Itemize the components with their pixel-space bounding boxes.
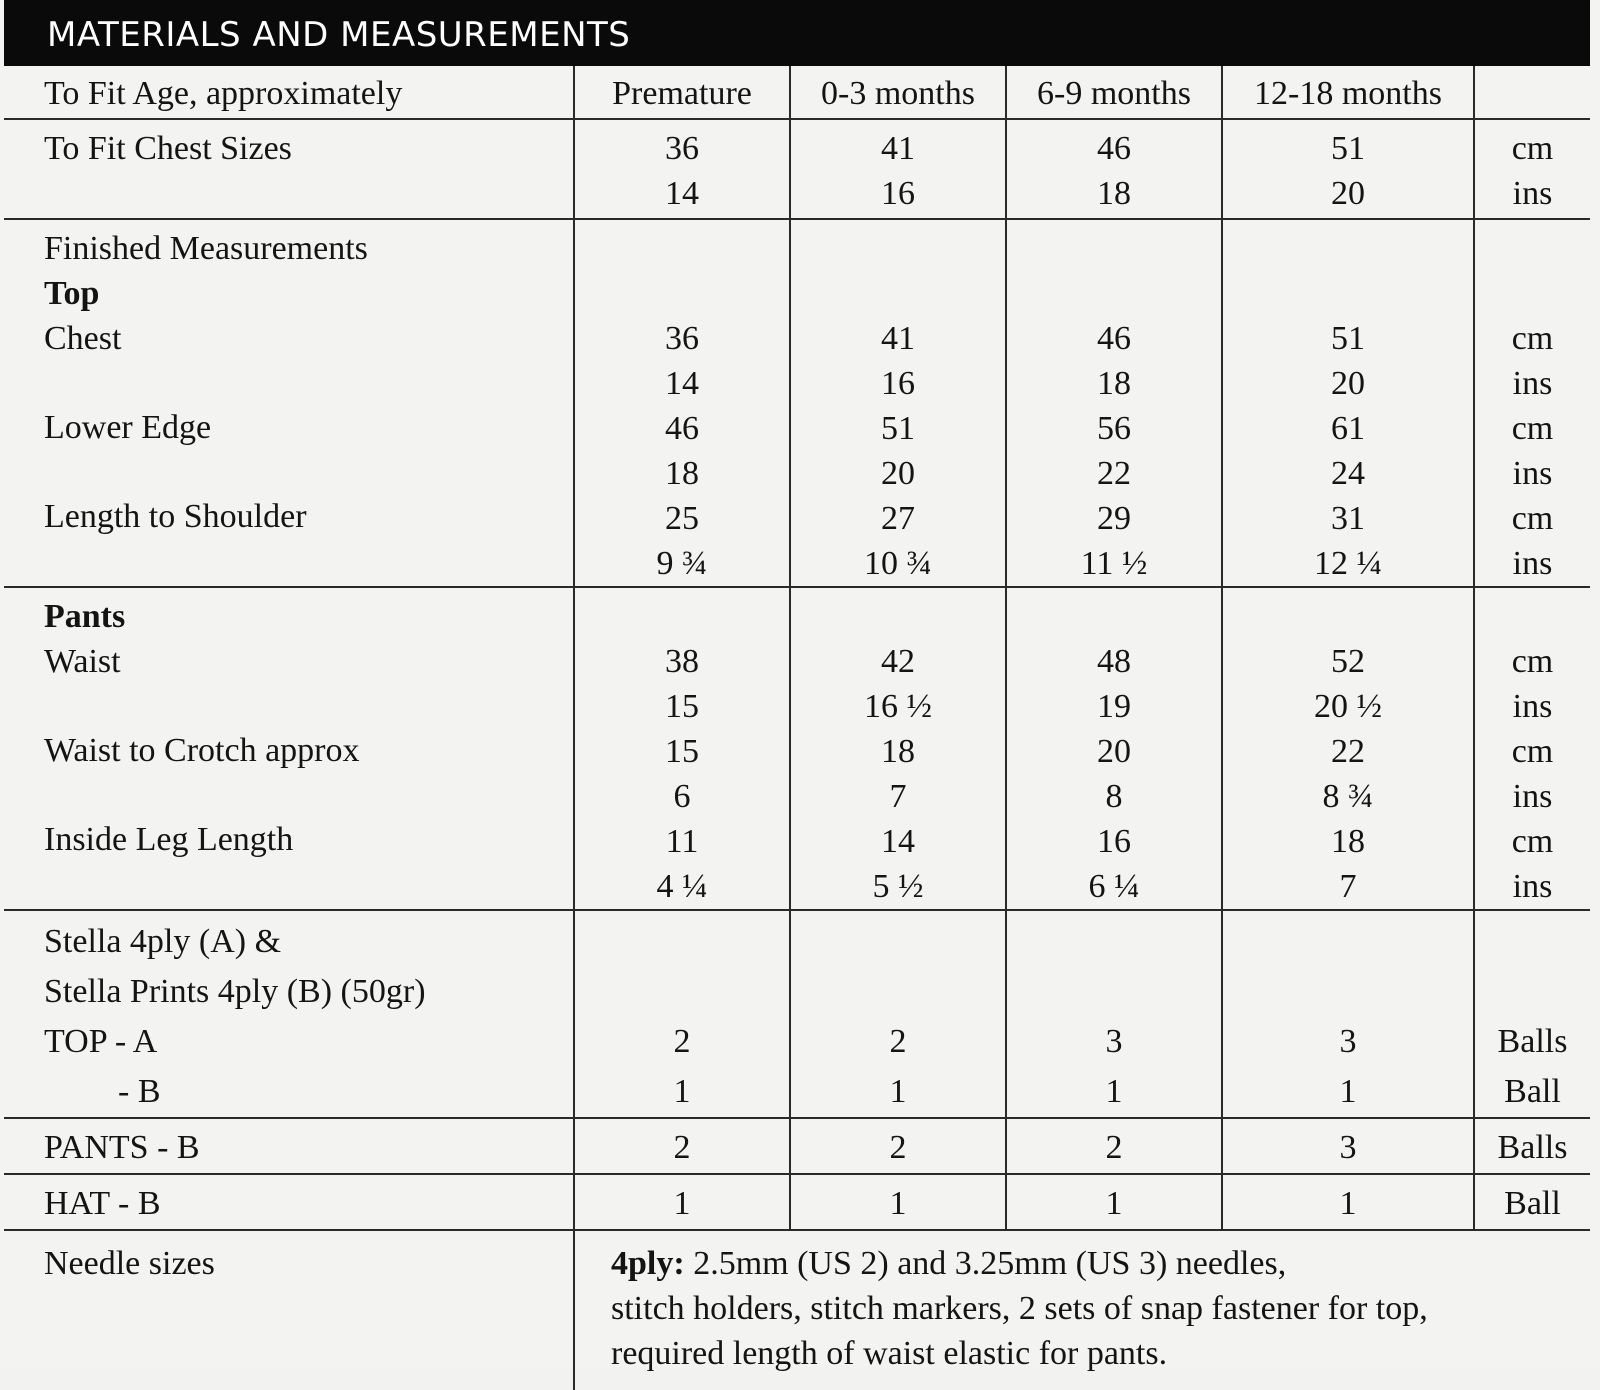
- value-cm: 46: [1097, 130, 1131, 167]
- pants-row: [4, 587, 1590, 910]
- balls-value: 2: [889, 1023, 907, 1060]
- unit-ins: ins: [1512, 365, 1553, 402]
- value-cm: 29: [1097, 500, 1131, 537]
- hat-b-row: [4, 1174, 1590, 1230]
- value-cm: 56: [1097, 410, 1131, 447]
- value-cm: 51: [881, 410, 915, 447]
- value-ins: 7: [1339, 868, 1357, 905]
- value-ins: 15: [665, 688, 699, 725]
- length-label: Length to Shoulder: [44, 498, 307, 535]
- needles-row: [4, 1230, 1590, 1390]
- unit-balls: Balls: [1497, 1023, 1568, 1060]
- measurements-table: [4, 66, 1590, 1390]
- value-cm: 51: [1331, 320, 1365, 357]
- value-cm: 18: [1331, 823, 1365, 860]
- pants-b-label: PANTS - B: [44, 1129, 200, 1166]
- balls-value: 1: [673, 1073, 691, 1110]
- value-cm: 48: [1097, 643, 1131, 680]
- value-cm: 46: [1097, 320, 1131, 357]
- value-ins: 16 ½: [864, 688, 932, 725]
- waist-label: Waist: [44, 643, 121, 680]
- value-cm: 25: [665, 500, 699, 537]
- value-ins: 10 ¾: [864, 545, 932, 582]
- value-cm: 15: [665, 733, 699, 770]
- value-ins: 16: [881, 365, 915, 402]
- unit-ins: ins: [1512, 778, 1553, 815]
- unit-ball: Ball: [1504, 1073, 1561, 1110]
- value-ins: 18: [665, 455, 699, 492]
- balls-value: 1: [673, 1185, 691, 1222]
- balls-value: 2: [673, 1023, 691, 1060]
- unit-cm: cm: [1511, 410, 1554, 447]
- value-cm: 52: [1331, 643, 1365, 680]
- value-ins: 5 ½: [872, 868, 924, 905]
- pants-heading: Pants: [44, 598, 126, 635]
- size-header: Premature: [612, 75, 752, 112]
- value-ins: 20 ½: [1314, 688, 1382, 725]
- finished-heading: Finished Measurements: [44, 230, 368, 267]
- chest-label: Chest: [44, 320, 122, 357]
- top-heading: Top: [44, 275, 100, 312]
- value-ins: 16: [881, 175, 915, 212]
- value-cm: 14: [881, 823, 915, 860]
- value-ins: 18: [1097, 365, 1131, 402]
- balls-value: 1: [889, 1185, 907, 1222]
- balls-value: 1: [1105, 1185, 1123, 1222]
- needles-sizes-text: 2.5mm (US 2) and 3.25mm (US 3) needles,: [684, 1245, 1287, 1282]
- value-cm: 27: [881, 500, 915, 537]
- needles-bold-prefix: 4ply:: [611, 1245, 685, 1282]
- balls-value: 2: [889, 1129, 907, 1166]
- unit-ins: ins: [1512, 545, 1553, 582]
- value-ins: 4 ¼: [656, 868, 708, 905]
- inside-leg-label: Inside Leg Length: [44, 821, 294, 858]
- value-cm: 46: [665, 410, 699, 447]
- value-ins: 14: [665, 365, 699, 402]
- yarn-row: [4, 910, 1590, 1118]
- size-header: 0-3 months: [821, 75, 975, 112]
- value-cm: 16: [1097, 823, 1131, 860]
- value-ins: 7: [889, 778, 907, 815]
- value-ins: 6 ¼: [1088, 868, 1140, 905]
- balls-value: 1: [1105, 1073, 1123, 1110]
- value-ins: 6: [673, 778, 691, 815]
- top-b-label: - B: [118, 1073, 161, 1110]
- value-cm: 36: [665, 130, 699, 167]
- value-ins: 12 ¼: [1314, 545, 1382, 582]
- needles-line-3: required length of waist elastic for pants.: [611, 1335, 1168, 1372]
- lower-edge-label: Lower Edge: [44, 409, 212, 446]
- crotch-label: Waist to Crotch approx: [44, 732, 360, 769]
- value-cm: 41: [881, 320, 915, 357]
- age-label: To Fit Age, approximately: [44, 75, 403, 112]
- value-cm: 51: [1331, 130, 1365, 167]
- unit-ins: ins: [1512, 175, 1553, 212]
- needles-line-2: stitch holders, stitch markers, 2 sets of snap fastener for top,: [611, 1290, 1428, 1327]
- unit-cm: cm: [1511, 643, 1554, 680]
- value-ins: 11 ½: [1080, 545, 1148, 582]
- top-a-label: TOP - A: [44, 1023, 158, 1060]
- value-cm: 18: [881, 733, 915, 770]
- balls-value: 1: [1339, 1185, 1357, 1222]
- value-ins: 24: [1331, 455, 1365, 492]
- needles-line-1: [611, 1241, 1570, 1286]
- value-ins: 14: [665, 175, 699, 212]
- balls-value: 2: [1105, 1129, 1123, 1166]
- balls-value: 3: [1339, 1023, 1357, 1060]
- size-header: 6-9 months: [1037, 75, 1191, 112]
- yarn-line-2: Stella Prints 4ply (B) (50gr): [44, 973, 426, 1010]
- value-cm: 42: [881, 643, 915, 680]
- value-cm: 41: [881, 130, 915, 167]
- balls-value: 3: [1339, 1129, 1357, 1166]
- value-cm: 31: [1331, 500, 1365, 537]
- age-row: [4, 66, 1590, 119]
- chest-size-row: [4, 119, 1590, 219]
- value-ins: 22: [1097, 455, 1131, 492]
- value-ins: 20: [881, 455, 915, 492]
- hat-b-label: HAT - B: [44, 1185, 161, 1222]
- chest-size-label: To Fit Chest Sizes: [44, 130, 292, 167]
- section-header: MATERIALS AND MEASUREMENTS: [4, 0, 1590, 66]
- unit-cm: cm: [1511, 500, 1554, 537]
- finished-top-row: [4, 219, 1590, 587]
- value-cm: 36: [665, 320, 699, 357]
- balls-value: 2: [673, 1129, 691, 1166]
- value-ins: 20: [1331, 175, 1365, 212]
- value-cm: 61: [1331, 410, 1365, 447]
- unit-ins: ins: [1512, 868, 1553, 905]
- value-cm: 22: [1331, 733, 1365, 770]
- unit-cm: cm: [1511, 733, 1554, 770]
- unit-cm: cm: [1511, 130, 1554, 167]
- unit-ins: ins: [1512, 455, 1553, 492]
- size-header: 12-18 months: [1254, 75, 1442, 112]
- unit-cm: cm: [1511, 823, 1554, 860]
- value-ins: 20: [1331, 365, 1365, 402]
- value-cm: 11: [665, 823, 699, 860]
- balls-value: 1: [889, 1073, 907, 1110]
- value-ins: 19: [1097, 688, 1131, 725]
- pants-b-row: [4, 1118, 1590, 1174]
- value-ins: 8 ¾: [1322, 778, 1374, 815]
- unit-ball: Ball: [1504, 1185, 1561, 1222]
- balls-value: 1: [1339, 1073, 1357, 1110]
- yarn-line-1: Stella 4ply (A) &: [44, 923, 282, 960]
- value-ins: 8: [1105, 778, 1123, 815]
- balls-value: 3: [1105, 1023, 1123, 1060]
- value-cm: 38: [665, 643, 699, 680]
- needle-sizes-label: Needle sizes: [44, 1245, 215, 1282]
- unit-ins: ins: [1512, 688, 1553, 725]
- value-ins: 9 ¾: [656, 545, 708, 582]
- value-ins: 18: [1097, 175, 1131, 212]
- unit-cm: cm: [1511, 320, 1554, 357]
- value-cm: 20: [1097, 733, 1131, 770]
- unit-balls: Balls: [1497, 1129, 1568, 1166]
